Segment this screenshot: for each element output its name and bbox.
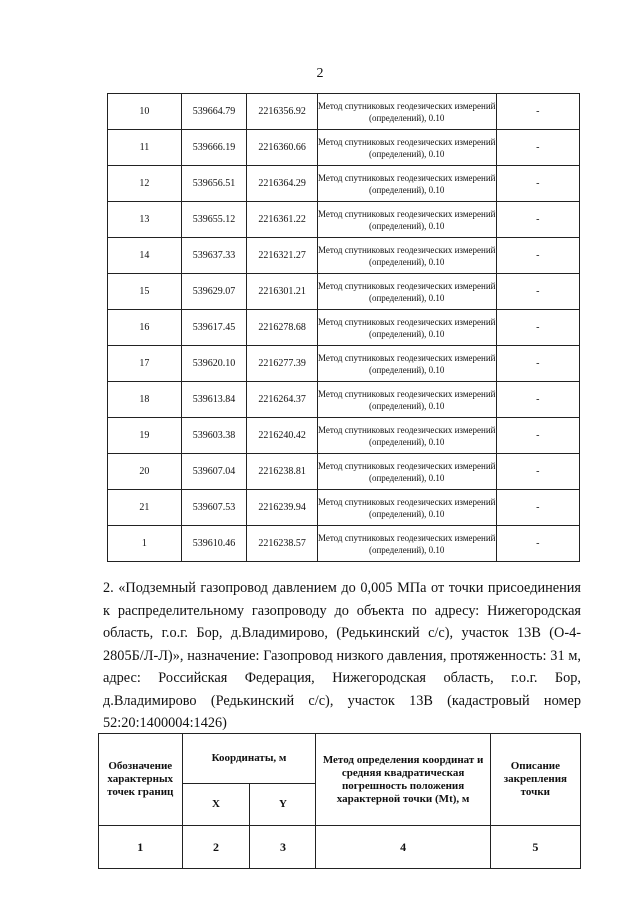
point-cell: 17 [108, 346, 182, 382]
description-cell: - [496, 130, 579, 166]
description-cell: - [496, 382, 579, 418]
x-cell: 539655.12 [181, 202, 247, 238]
column-number-5: 5 [490, 826, 580, 869]
point-cell: 20 [108, 454, 182, 490]
table-row [108, 94, 580, 130]
table-row [108, 526, 580, 562]
y-cell: 2216240.42 [247, 418, 318, 454]
y-cell: 2216239.94 [247, 490, 318, 526]
header-designation: Обозначение характерных точек границ [99, 734, 183, 826]
y-cell: 2216301.21 [247, 274, 318, 310]
point-cell: 12 [108, 166, 182, 202]
y-cell: 2216356.92 [247, 94, 318, 130]
header-coordinates: Координаты, м [182, 734, 316, 784]
description-cell: - [496, 274, 579, 310]
column-number-1: 1 [99, 826, 183, 869]
point-cell: 18 [108, 382, 182, 418]
description-cell: - [496, 238, 579, 274]
point-cell: 14 [108, 238, 182, 274]
point-cell: 16 [108, 310, 182, 346]
y-cell: 2216364.29 [247, 166, 318, 202]
y-cell: 2216278.68 [247, 310, 318, 346]
description-cell: - [496, 490, 579, 526]
description-cell: - [496, 202, 579, 238]
header-description: Описание закрепления точки [490, 734, 580, 826]
x-cell: 539603.38 [181, 418, 247, 454]
description-cell: - [496, 166, 579, 202]
x-cell: 539656.51 [181, 166, 247, 202]
method-cell: Метод спутниковых геодезических измерений (определений), 0.10 [317, 418, 496, 454]
description-cell: - [496, 346, 579, 382]
table-row [108, 310, 580, 346]
table-row [108, 238, 580, 274]
description-cell: - [496, 418, 579, 454]
description-cell: - [496, 94, 579, 130]
y-cell: 2216360.66 [247, 130, 318, 166]
next-coordinates-table-header [98, 733, 581, 869]
method-cell: Метод спутниковых геодезических измерений (определений), 0.10 [317, 274, 496, 310]
method-cell: Метод спутниковых геодезических измерений (определений), 0.10 [317, 310, 496, 346]
method-cell: Метод спутниковых геодезических измерений (определений), 0.10 [317, 490, 496, 526]
y-cell: 2216238.81 [247, 454, 318, 490]
column-number-3: 3 [250, 826, 316, 869]
table-row [108, 130, 580, 166]
description-cell: - [496, 310, 579, 346]
x-cell: 539666.19 [181, 130, 247, 166]
y-cell: 2216277.39 [247, 346, 318, 382]
table-row [108, 202, 580, 238]
method-cell: Метод спутниковых геодезических измерений (определений), 0.10 [317, 202, 496, 238]
point-cell: 13 [108, 202, 182, 238]
table-row [108, 166, 580, 202]
method-cell: Метод спутниковых геодезических измерений (определений), 0.10 [317, 130, 496, 166]
table-row [108, 418, 580, 454]
object-description-paragraph: 2. «Подземный газопровод давлением до 0,005 МПа от точки присоединения к распределительному газопроводу до объекта по адресу: Нижегородская область, г.о.г. Бор, д.Владимирово, (Редькинский с/с), участок 13В (О-4-2805Б/Л-Л)», назначение: Газопровод низкого давления, протяженность: 31 м, адрес: Российская Федерация, Нижегородская область, г.о.г. Бор, д.Владимирово (Редькинский с/с), участок 13В (кадастровый номер 52:20:1400004:1426) [103, 580, 581, 731]
method-cell: Метод спутниковых геодезических измерений (определений), 0.10 [317, 238, 496, 274]
page-number: 2 [316, 66, 324, 81]
column-number-2: 2 [182, 826, 250, 869]
table-row [108, 382, 580, 418]
point-cell: 15 [108, 274, 182, 310]
method-cell: Метод спутниковых геодезических измерений (определений), 0.10 [317, 382, 496, 418]
method-cell: Метод спутниковых геодезических измерений (определений), 0.10 [317, 526, 496, 562]
description-cell: - [496, 454, 579, 490]
x-cell: 539620.10 [181, 346, 247, 382]
point-cell: 21 [108, 490, 182, 526]
y-cell: 2216361.22 [247, 202, 318, 238]
y-cell: 2216238.57 [247, 526, 318, 562]
description-cell: - [496, 526, 579, 562]
y-cell: 2216264.37 [247, 382, 318, 418]
point-cell: 10 [108, 94, 182, 130]
header-x: X [182, 784, 250, 826]
method-cell: Метод спутниковых геодезических измерений (определений), 0.10 [317, 94, 496, 130]
point-cell: 1 [108, 526, 182, 562]
header-method: Метод определения координат и средняя квадратическая погрешность положения характерной точки (Mt), м [316, 734, 490, 826]
coordinates-table [107, 93, 580, 562]
x-cell: 539610.46 [181, 526, 247, 562]
point-cell: 19 [108, 418, 182, 454]
x-cell: 539613.84 [181, 382, 247, 418]
table-row [108, 490, 580, 526]
x-cell: 539664.79 [181, 94, 247, 130]
x-cell: 539607.53 [181, 490, 247, 526]
x-cell: 539637.33 [181, 238, 247, 274]
table-row [108, 346, 580, 382]
header-y: Y [250, 784, 316, 826]
x-cell: 539617.45 [181, 310, 247, 346]
column-number-4: 4 [316, 826, 490, 869]
y-cell: 2216321.27 [247, 238, 318, 274]
table-row [108, 274, 580, 310]
x-cell: 539607.04 [181, 454, 247, 490]
method-cell: Метод спутниковых геодезических измерений (определений), 0.10 [317, 166, 496, 202]
x-cell: 539629.07 [181, 274, 247, 310]
point-cell: 11 [108, 130, 182, 166]
method-cell: Метод спутниковых геодезических измерений (определений), 0.10 [317, 454, 496, 490]
table-row [108, 454, 580, 490]
method-cell: Метод спутниковых геодезических измерений (определений), 0.10 [317, 346, 496, 382]
